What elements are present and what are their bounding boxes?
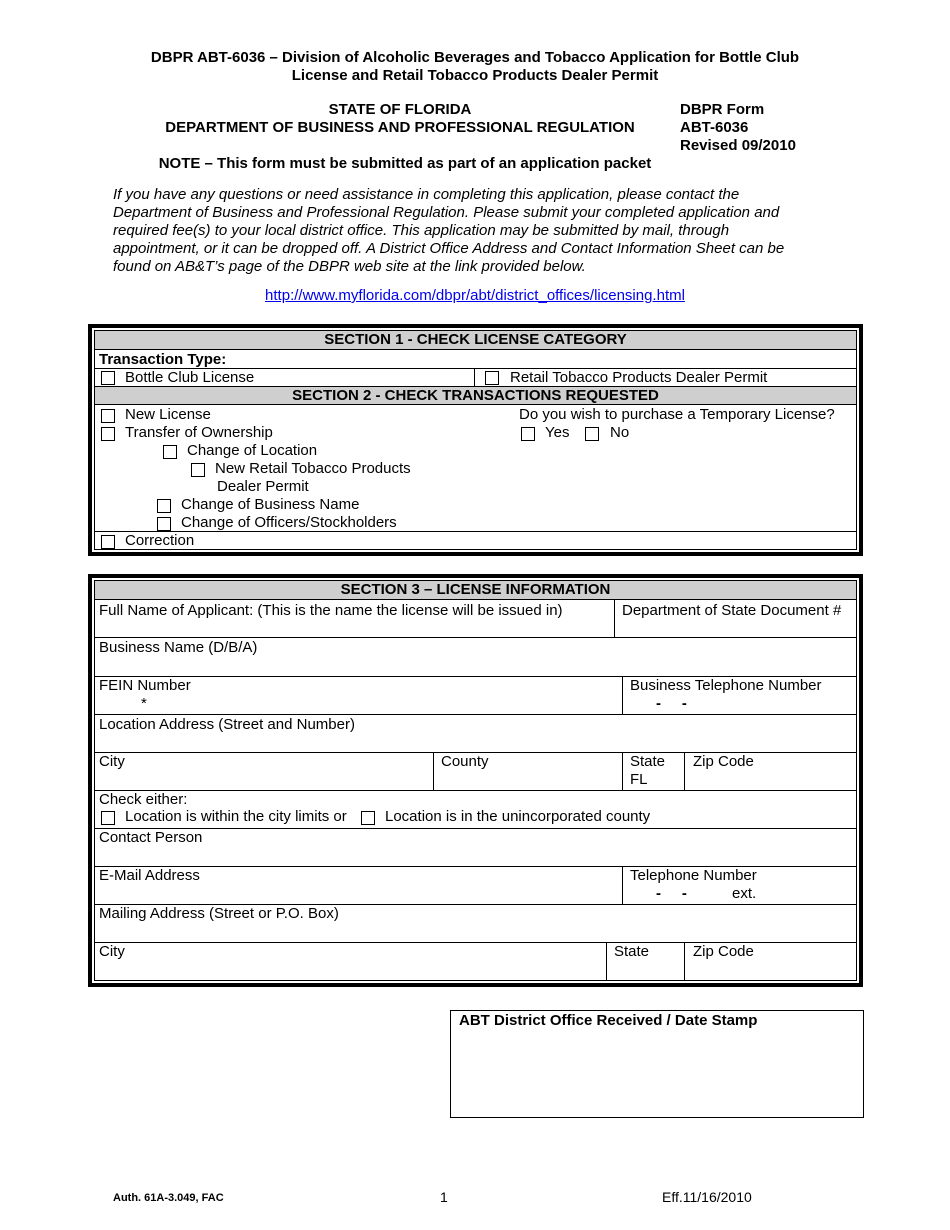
date-stamp-box xyxy=(450,1010,864,1118)
city-label: City xyxy=(99,753,125,770)
divider xyxy=(622,676,623,714)
business-name-label: Business Name (D/B/A) xyxy=(99,639,258,656)
divider xyxy=(622,752,623,790)
telephone-dashes: - - xyxy=(656,885,687,902)
dos-document-label: Department of State Document # xyxy=(622,602,842,619)
divider xyxy=(95,531,856,532)
form-identifier: DBPR Form ABT-6036 Revised 09/2010 xyxy=(680,101,796,154)
temporary-no-label: No xyxy=(610,424,630,441)
correction-checkbox[interactable] xyxy=(101,535,115,549)
change-location-checkbox[interactable] xyxy=(163,445,177,459)
divider xyxy=(95,828,856,829)
within-city-checkbox[interactable] xyxy=(101,811,115,825)
within-city-label: Location is within the city limits or xyxy=(125,808,347,825)
full-name-label: Full Name of Applicant: (This is the name the license will be issued in) xyxy=(99,602,563,619)
change-business-name-checkbox[interactable] xyxy=(157,499,171,513)
date-stamp-title: ABT District Office Received / Date Stamp xyxy=(459,1012,758,1029)
bottle-club-checkbox[interactable] xyxy=(101,371,115,385)
change-officers-label: Change of Officers/Stockholders xyxy=(181,514,397,531)
change-business-name-label: Change of Business Name xyxy=(181,496,360,513)
fein-label: FEIN Number xyxy=(99,677,191,694)
section-2-header: SECTION 2 - CHECK TRANSACTIONS REQUESTED xyxy=(95,386,856,405)
effective-date: Eff.11/16/2010 xyxy=(662,1189,752,1205)
section-3-header: SECTION 3 – LICENSE INFORMATION xyxy=(95,581,856,600)
section-1-header: SECTION 1 - CHECK LICENSE CATEGORY xyxy=(95,331,856,350)
new-license-label: New License xyxy=(125,406,211,423)
transfer-ownership-checkbox[interactable] xyxy=(101,427,115,441)
extension-label: ext. xyxy=(732,885,757,902)
county-label: County xyxy=(441,753,489,770)
divider xyxy=(606,942,607,980)
change-officers-checkbox[interactable] xyxy=(157,517,171,531)
temporary-yes-label: Yes xyxy=(545,424,570,441)
section-3-inner xyxy=(94,580,857,981)
agency-heading: STATE OF FLORIDA DEPARTMENT OF BUSINESS AND PROFESSIONAL REGULATION xyxy=(165,101,635,136)
footer-authority: Auth. 61A-3.049, FAC xyxy=(113,1192,224,1204)
district-offices-link-wrap xyxy=(60,287,890,304)
fein-asterisk: * xyxy=(141,695,147,712)
mailing-state-label: State xyxy=(614,943,650,960)
tobacco-permit-checkbox[interactable] xyxy=(485,371,499,385)
divider xyxy=(622,866,623,904)
new-retail-tobacco-label: New Retail Tobacco Products xyxy=(215,460,411,477)
business-phone-dashes: - - xyxy=(656,695,687,712)
temporary-yes-checkbox[interactable] xyxy=(521,427,535,441)
page-number: 1 xyxy=(440,1189,448,1205)
mailing-zip-label: Zip Code xyxy=(693,943,754,960)
temporary-license-question: Do you wish to purchase a Temporary License? xyxy=(519,406,835,423)
divider xyxy=(433,752,434,790)
new-retail-tobacco-label-2: Dealer Permit xyxy=(217,478,309,495)
section-3-frame xyxy=(88,574,863,987)
divider xyxy=(474,368,475,386)
unincorporated-label: Location is in the unincorporated county xyxy=(385,808,651,825)
divider xyxy=(95,637,856,638)
transfer-ownership-label: Transfer of Ownership xyxy=(125,424,273,441)
new-license-checkbox[interactable] xyxy=(101,409,115,423)
divider xyxy=(684,942,685,980)
mailing-city-label: City xyxy=(99,943,125,960)
state-label: State xyxy=(630,753,666,770)
state-value: FL xyxy=(630,771,648,788)
location-address-label: Location Address (Street and Number) xyxy=(99,716,355,733)
divider xyxy=(95,714,856,715)
mailing-address-label: Mailing Address (Street or P.O. Box) xyxy=(99,905,339,922)
district-offices-link[interactable]: http://www.myflorida.com/dbpr/abt/district_offices/licensing.html xyxy=(265,287,685,304)
zip-code-label: Zip Code xyxy=(693,753,754,770)
contact-person-label: Contact Person xyxy=(99,829,203,846)
change-location-label: Change of Location xyxy=(187,442,318,459)
section-1-2-inner xyxy=(94,330,857,550)
document-title: DBPR ABT-6036 – Division of Alcoholic Beverages and Tobacco Application for Bottle Club License and Retail Tobacco Products Dealer Permit xyxy=(150,49,800,84)
temporary-no-checkbox[interactable] xyxy=(585,427,599,441)
section-1-2-frame xyxy=(88,324,863,556)
tobacco-permit-label: Retail Tobacco Products Dealer Permit xyxy=(510,369,768,386)
divider xyxy=(614,600,615,637)
intro-paragraph: If you have any questions or need assistance in completing this application, please contact the Department of Business and Professional Regulation. Please submit your completed application and required fee(s) to your local district office. This application may be submitted by mail, through appointment, or it can be dropped off. A District Office Address and Contact Information Sheet can be found on AB&T’s page of the DBPR web site at the link provided below. xyxy=(113,186,785,275)
divider xyxy=(684,752,685,790)
submission-note: NOTE – This form must be submitted as part of an application packet xyxy=(158,155,652,172)
correction-label: Correction xyxy=(125,532,195,549)
email-label: E-Mail Address xyxy=(99,867,200,884)
business-phone-label: Business Telephone Number xyxy=(630,677,822,694)
check-either-label: Check either: xyxy=(99,791,188,808)
new-retail-tobacco-checkbox[interactable] xyxy=(191,463,205,477)
divider xyxy=(95,790,856,791)
transaction-type-label: Transaction Type: xyxy=(99,351,227,368)
bottle-club-label: Bottle Club License xyxy=(125,369,255,386)
unincorporated-checkbox[interactable] xyxy=(361,811,375,825)
telephone-label: Telephone Number xyxy=(630,867,757,884)
